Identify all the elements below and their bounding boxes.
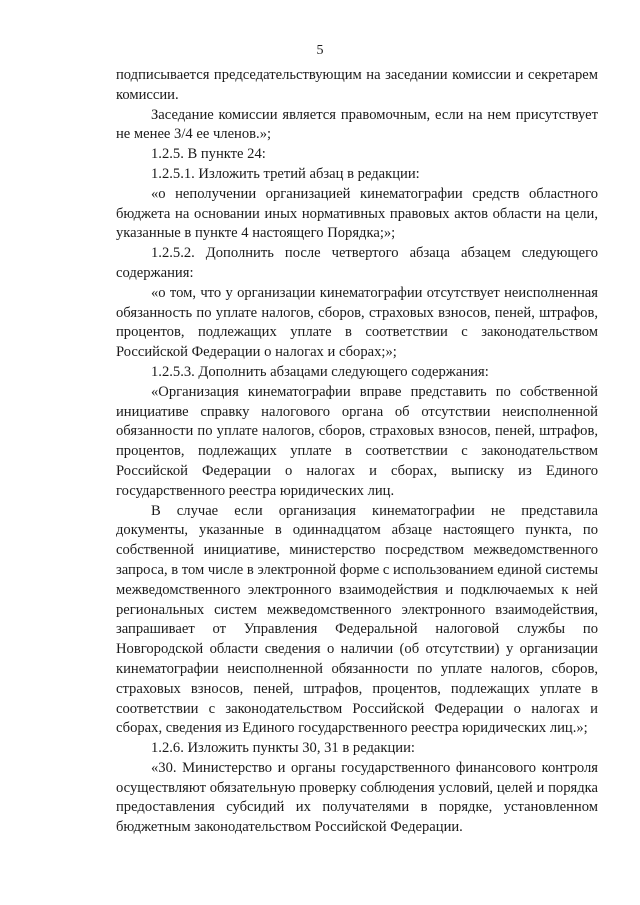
paragraph-1-2-5: 1.2.5. В пункте 24: <box>151 146 266 163</box>
paragraph-quorum: Заседание комиссии является правомочным, если на нем присутствует не менее 3/4 ее членов.»; <box>116 106 598 143</box>
paragraph-quote-non-receipt: «о неполучении организацией кинематографии средств областного бюджета на основании иных нормативных правовых актов области на цели, указанные в пункте 4 настоящего Порядка;»; <box>116 185 598 242</box>
paragraph-1-2-5-1: 1.2.5.1. Изложить третий абзац в редакции: <box>151 165 420 182</box>
paragraph-1-2-5-2: 1.2.5.2. Дополнить после четвертого абзаца абзацем следующего содержания: <box>116 245 598 281</box>
paragraph-quote-no-debt: «о том, что у организации кинематографии отсутствует неисполненная обязанность по уплате налогов, сборов, страховых взносов, пеней, штрафов, процентов, подлежащих уплате в соответствии с законодательством Российской Федерации о налогах и сборах;»; <box>116 284 598 361</box>
paragraph-1-2-6: 1.2.6. Изложить пункты 30, 31 в редакции: <box>151 740 415 757</box>
paragraph-quote-30: «30. Министерство и органы государственного финансового контроля осуществляют обязательную проверку соблюдения условий, целей и порядка предоставления субсидий их получателями в порядке, установленном бюджетным законодательством Российской Федерации. <box>116 759 598 836</box>
page-number: 5 <box>316 43 324 58</box>
document-body <box>116 66 598 838</box>
paragraph-continuation: подписывается председательствующим на заседании комиссии и секретарем комиссии. <box>116 67 598 103</box>
paragraph-interagency-request: В случае если организация кинематографии не представила документы, указанные в одиннадцатом абзаце настоящего пункта, по собственной инициативе, министерство посредством межведомственного запроса, в том числе в электронной форме с использованием единой системы межведомственного электронного взаимодействия и подключаемых к ней региональных систем межведомственного электронного взаимодействия, запрашивает от Управления Федеральной налоговой службы по Новгородской области сведения о наличии (об отсутствии) у организации кинематографии неисполненной обязанности по уплате налогов, сборов, страховых взносов, пеней, штрафов, процентов, подлежащих уплате в соответствии с законодательством Российской Федерации о налогах и сборах, сведения из Единого государственного реестра юридических лиц.»; <box>116 502 598 737</box>
paragraph-1-2-5-3: 1.2.5.3. Дополнить абзацами следующего содержания: <box>151 363 489 380</box>
paragraph-quote-tax-certificate: «Организация кинематографии вправе представить по собственной инициативе справку налогового органа об отсутствии неисполненной обязанности по уплате налогов, сборов, страховых взносов, пеней, штрафов, процентов, подлежащих уплате в соответствии с законодательством Российской Федерации о налогах и сборах, выписку из Единого государственного реестра юридических лиц. <box>116 383 598 499</box>
